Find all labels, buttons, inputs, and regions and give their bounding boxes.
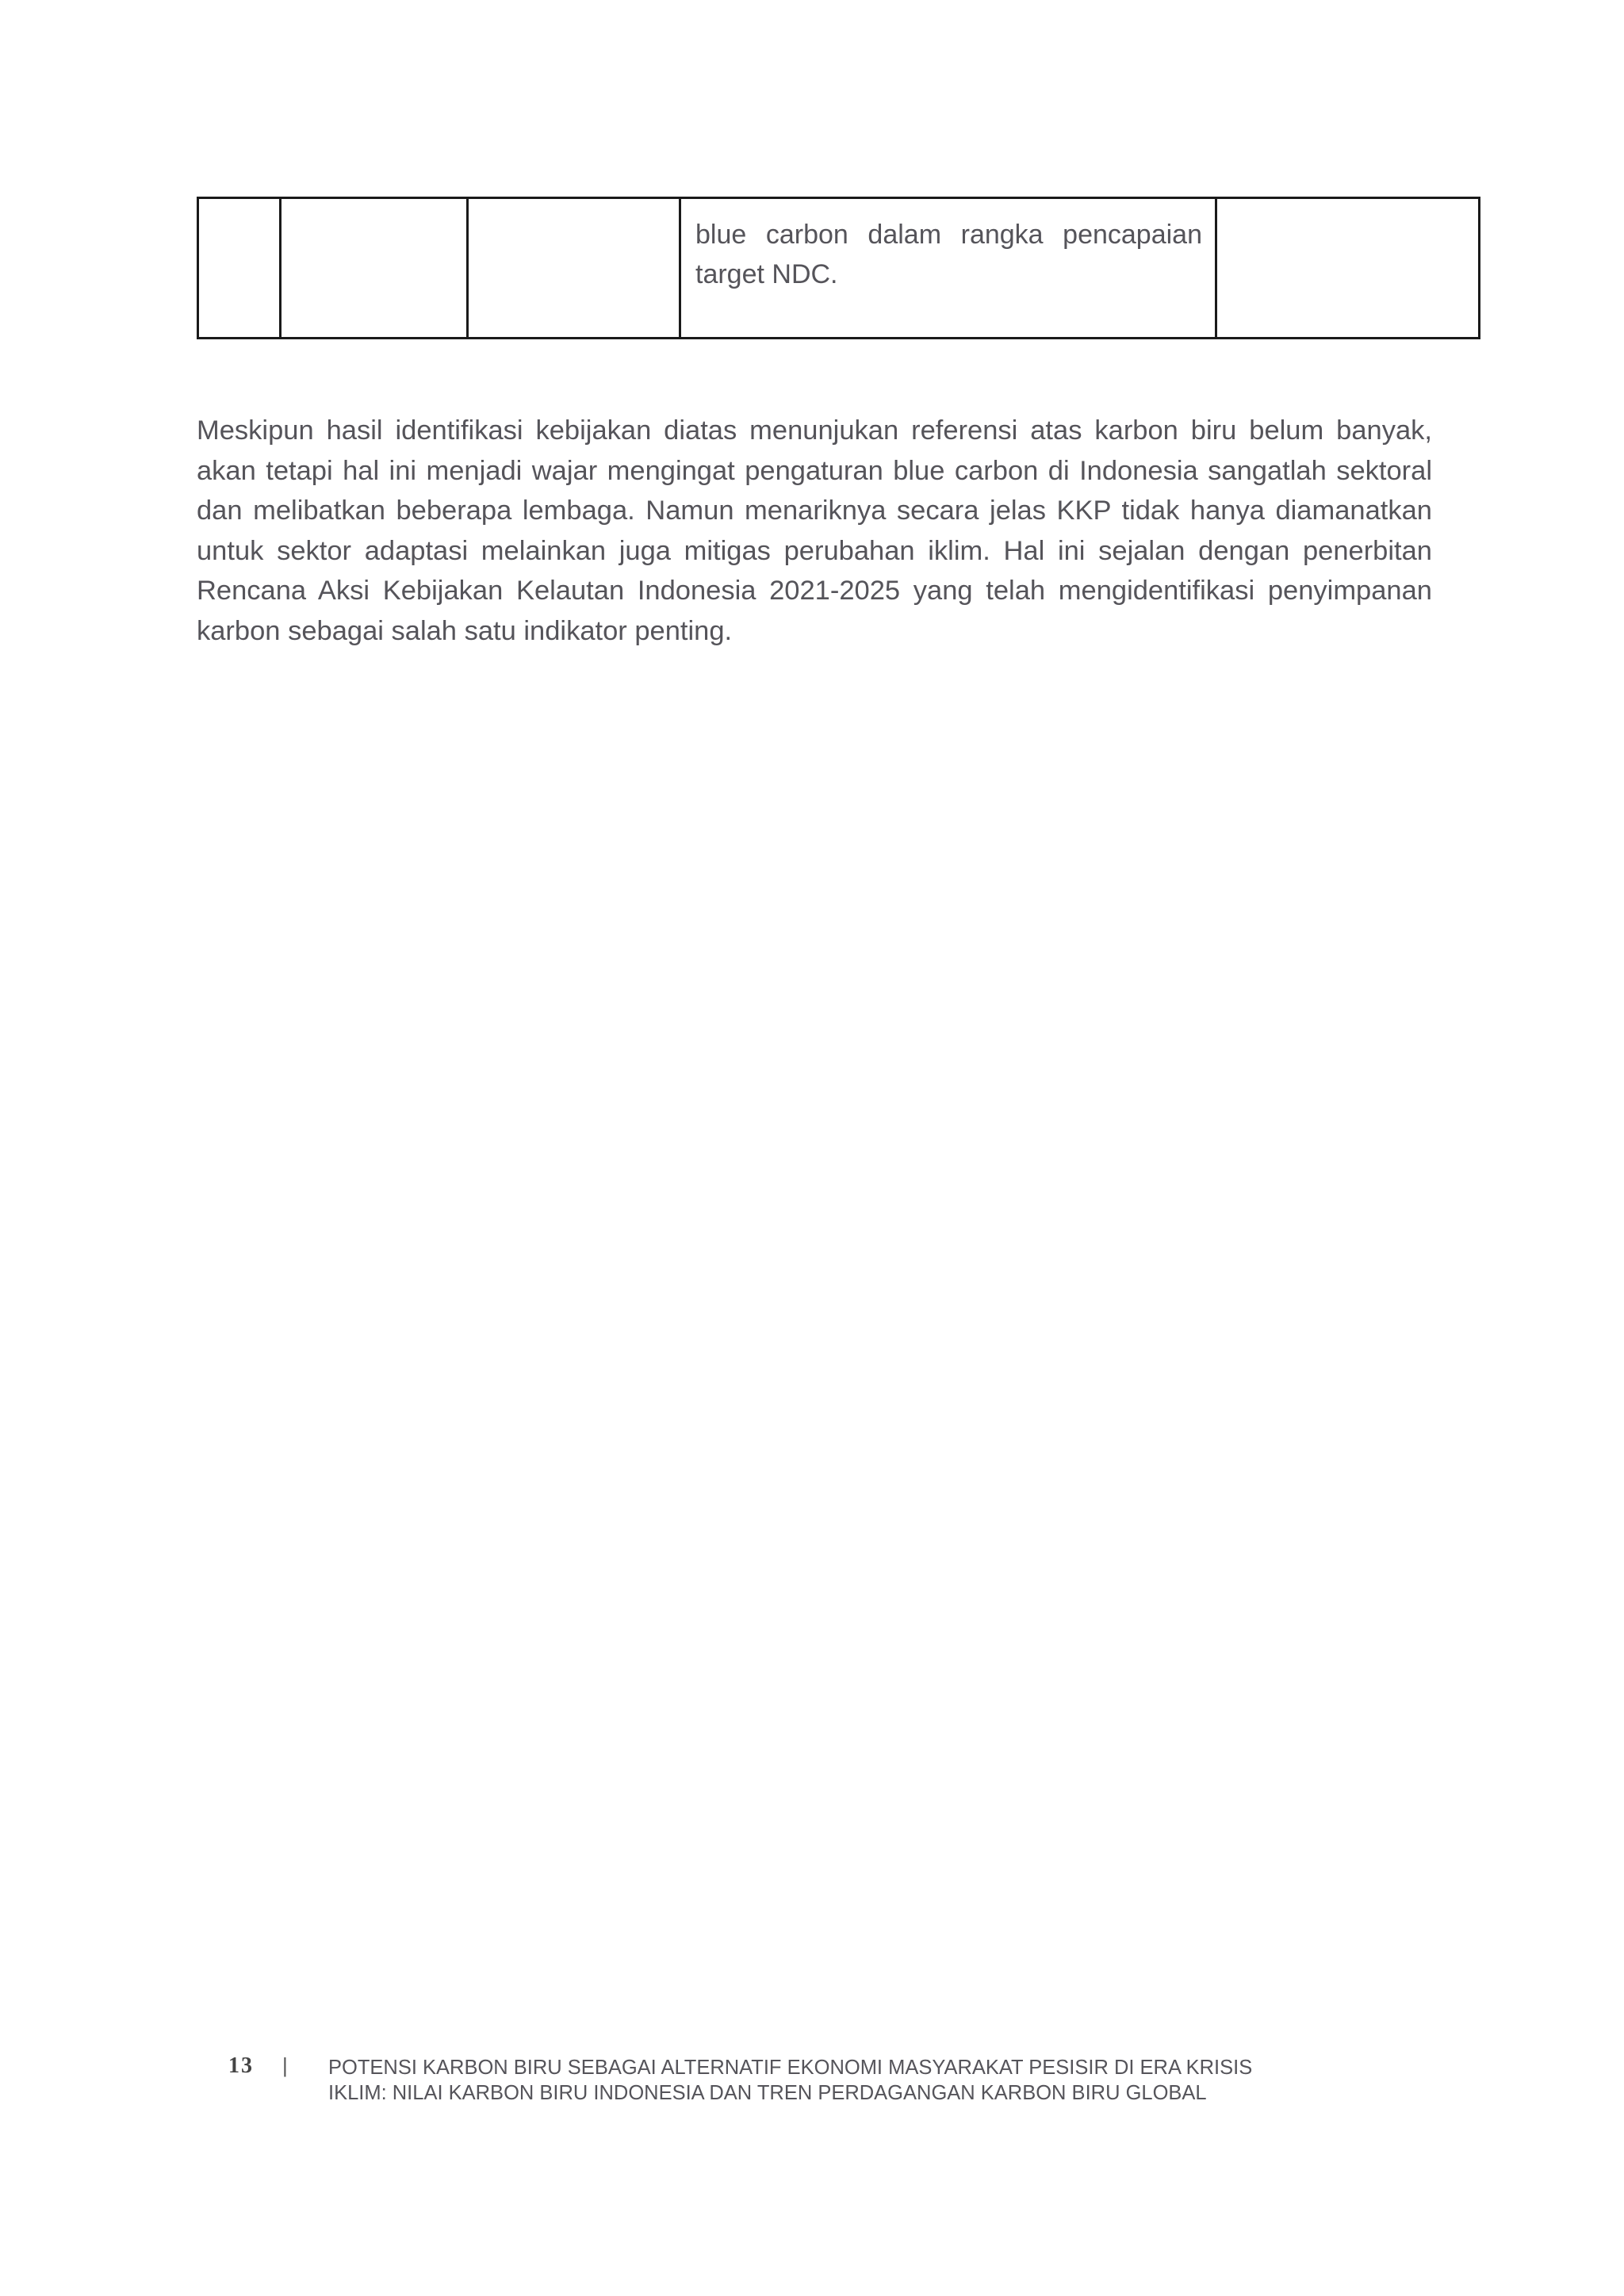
table-cell-empty <box>281 198 468 339</box>
footer-separator: | <box>282 2053 288 2077</box>
running-title-line-2: IKLIM: NILAI KARBON BIRU INDONESIA DAN TREN PERDAGANGAN KARBON BIRU GLOBAL <box>328 2082 1207 2104</box>
table-cell-empty <box>1216 198 1480 339</box>
page-number: 13 <box>228 2053 254 2078</box>
body-paragraph: Meskipun hasil identifikasi kebijakan diatas menunjukan referensi atas karbon biru belum banyak, akan tetapi hal ini menjadi wajar mengingat pengaturan blue carbon di Indonesia sangatlah sektoral dan melibatkan beberapa lembaga. Namun menariknya secara jelas KKP tidak hanya diamanatkan untuk sektor adaptasi melainkan juga mitigas perubahan iklim. Hal ini sejalan dengan penerbitan Rencana Aksi Kebijakan Kelautan Indonesia 2021-2025 yang telah mengidentifikasi penyimpanan karbon sebagai salah satu indikator penting. <box>197 415 1432 646</box>
running-title <box>328 2055 1252 2106</box>
table-cell-empty <box>468 198 680 339</box>
table-cell-number <box>198 198 281 339</box>
policy-table-continuation <box>197 197 1480 339</box>
page-footer <box>228 2053 1497 2117</box>
running-title-line-1: POTENSI KARBON BIRU SEBAGAI ALTERNATIF EKONOMI MASYARAKAT PESISIR DI ERA KRISIS <box>328 2057 1253 2079</box>
table-row <box>198 198 1480 339</box>
table-cell-description: blue carbon dalam rangka pencapaian target NDC. <box>680 198 1216 339</box>
